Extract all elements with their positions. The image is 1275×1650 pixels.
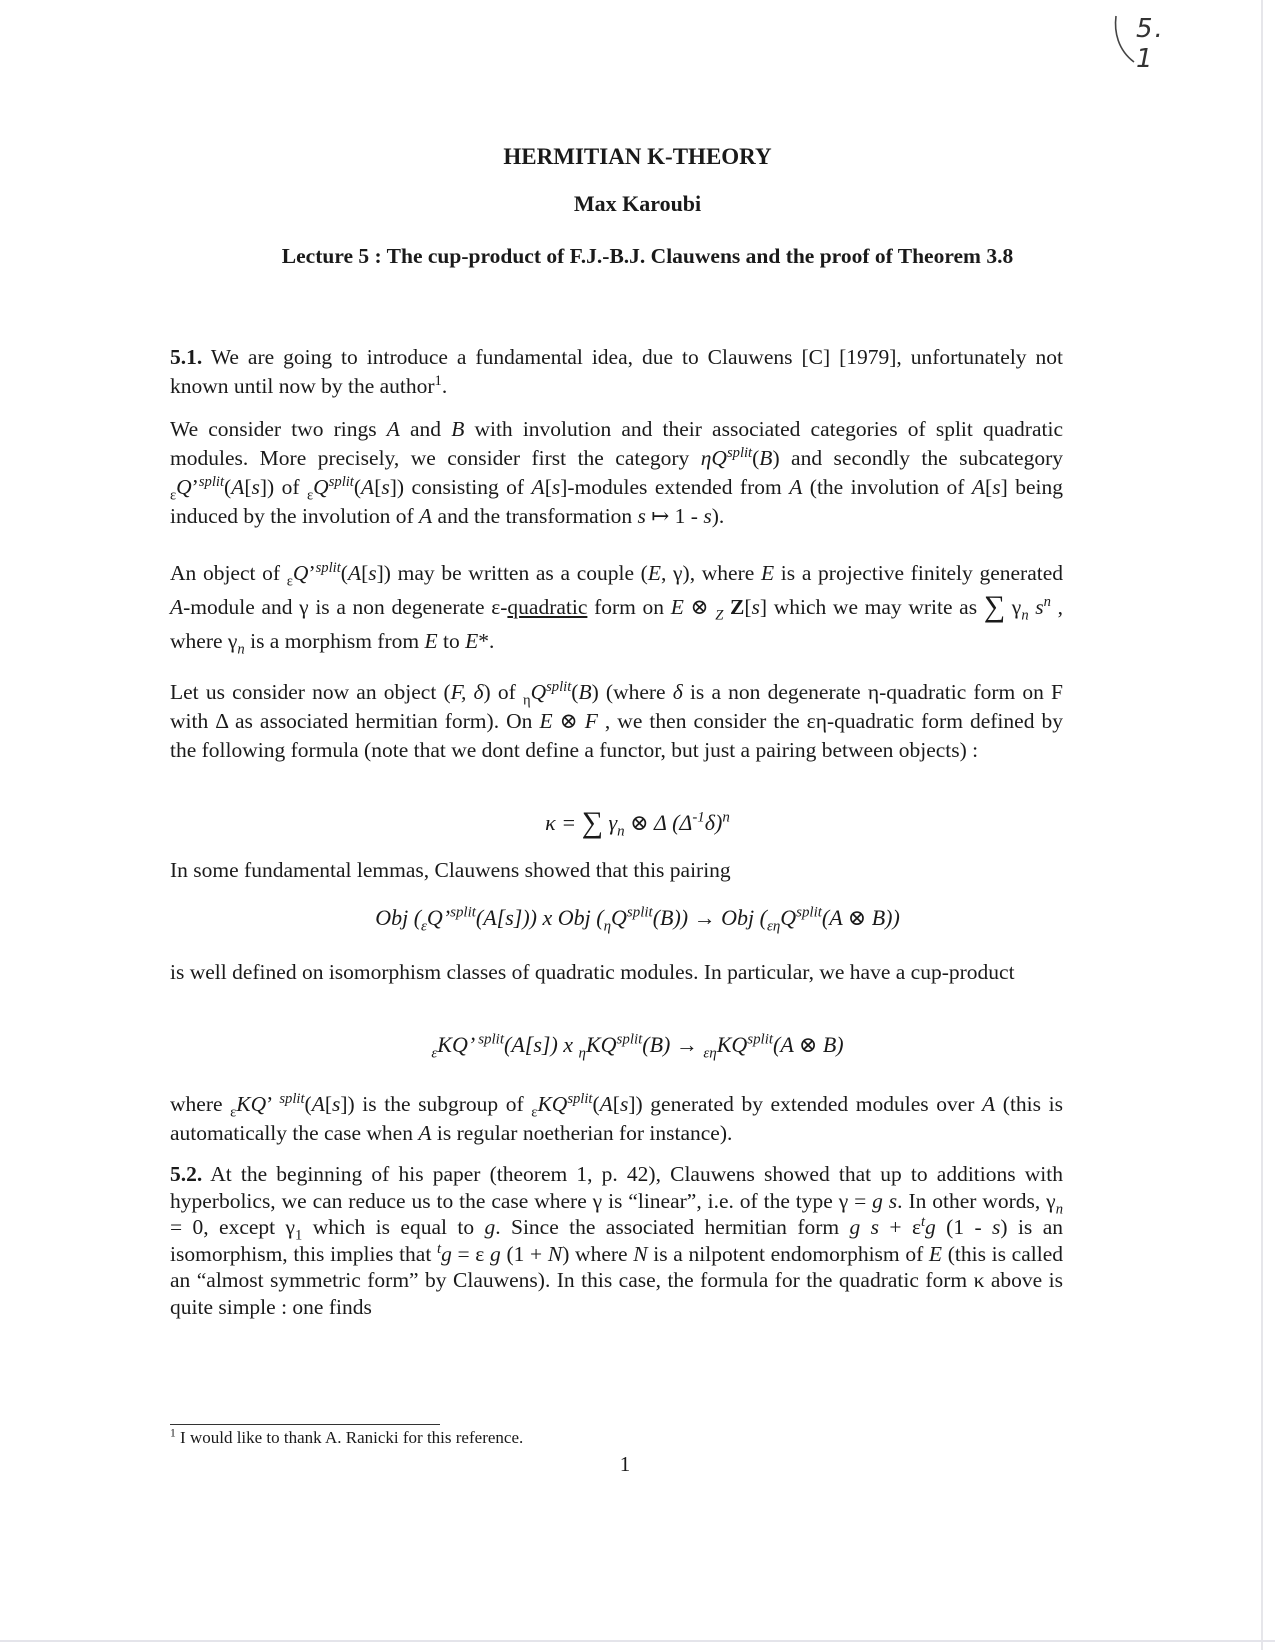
handwritten-page-note xyxy=(1108,10,1188,74)
author-name: Max Karoubi xyxy=(573,191,702,216)
section-label: 5.1. xyxy=(170,345,203,369)
section-text: We are going to introduce a fundamental idea, due to Clauwens [C] [1979], unfortunately not known until now by the author xyxy=(170,345,1063,398)
equation-cup-product: $_\varepsilon$KQ’ $^{split}$(A[s]) x $_\eta KQ^{split}(B) \to _{\varepsilon\eta}KQ^{split}(A$ ⊗ B) xyxy=(431,1031,844,1062)
document-title: HERMITIAN K-THEORY xyxy=(503,144,772,169)
paragraph-well-defined: is well defined on isomorphism classes of quadratic modules. In particular, we have a cup-product xyxy=(170,960,1015,984)
page-bottom-edge xyxy=(0,1640,1275,1642)
page-number: 1 xyxy=(619,1452,631,1476)
section-5-1-intro: 5.1. We are going to introduce a fundamental idea, due to Clauwens [C] [1979], unfortunately not known until now by the author$^1$. xyxy=(170,345,1063,398)
paragraph-lemmas: In some fundamental lemmas, Clauwens showed that this pairing xyxy=(170,858,731,882)
equation-kappa: κ = ∑ $\gamma_n$ ⊗ Δ $(\Delta^{-1}\delta)^n$ xyxy=(545,806,730,840)
paragraph-pairing: Let us consider now an object (F, δ) of $_\eta Q^{split}(B)$ (where δ is a non degenerate η-quadratic form on F with Δ as associated hermitian form). On E ⊗ F , we then consider the εη-quadratic form defined by the following formula (note that we dont define a functor, but just a pairing between objects) : xyxy=(170,678,1063,762)
footnote-text: I would like to thank A. Ranicki for this reference. xyxy=(175,1428,524,1447)
paragraph-subgroup: where $_\varepsilon$KQ’ $^{split}$(A[s]) is the subgroup of $_\varepsilon KQ^{split}(A[s])$ generated by extended modules over A (this is automatically the case when A is regular noetherian for instance). xyxy=(170,1090,1063,1145)
paragraph-rings: We consider two rings A and B with involution and their associated categories of split quadratic modules. More precisely, we consider first the category $\eta Q^{split}(B)$ and secondly the subcategory $_\varepsilon$Q’$^{split}$(A[s]) of $_\varepsilon Q^{split}(A[s])$ consisting of A[s]-modules extended from A (the involution of A[s] being induced by the involution of A and the transformation s ↦ 1 - s). xyxy=(170,417,1063,528)
footnote-rule xyxy=(170,1424,440,1425)
section-label: 5.2. xyxy=(170,1162,203,1186)
handwritten-label: 5. 1 xyxy=(1136,14,1165,74)
footnote-number: 1 xyxy=(170,1426,176,1440)
footnote xyxy=(170,1428,523,1448)
paragraph-object: An object of $_\varepsilon$Q’$^{split}$(A[s]) may be written as a couple (E, γ), where E is a projective finitely generated A-module and γ is a non degenerate ε-quadratic form on E ⊗ $_Z$ Z[s] which we may write as ∑ $\gamma_n$ $s^n$ , where $\gamma_n$ is a morphism from E to E*. xyxy=(170,559,1064,658)
section-5-2: 5.2. At the beginning of his paper (theorem 1, p. 42), Clauwens showed that up to additions with hyperbolics, we can reduce us to the case where γ is “linear”, i.e. of the type γ = g s. In other words, $\gamma_n = 0$, except $\gamma_1$ which is equal to g. Since the associated hermitian form g $s + \varepsilon^tg$ (1 - s) is an isomorphism, this implies that $^t$g = ε g (1 + N) where N is a nilpotent endomorphism of E (this is called an “almost symmetric form” by Clauwens). In this case, the formula for the quadratic form κ above is quite simple : one finds xyxy=(170,1162,1063,1319)
lecture-heading: Lecture 5 : The cup-product of F.J.-B.J. Clauwens and the proof of Theorem 3.8 xyxy=(281,244,1014,268)
equation-obj-pairing: Obj $(_\varepsilon Q’^{split}(A[s]))$ x Obj $(_\eta Q^{split}(B))$ → Obj ($_{\varepsilon\eta}Q^{split}(A$ ⊗ B)) xyxy=(375,904,900,935)
footnote-mark: 1 xyxy=(434,372,442,389)
